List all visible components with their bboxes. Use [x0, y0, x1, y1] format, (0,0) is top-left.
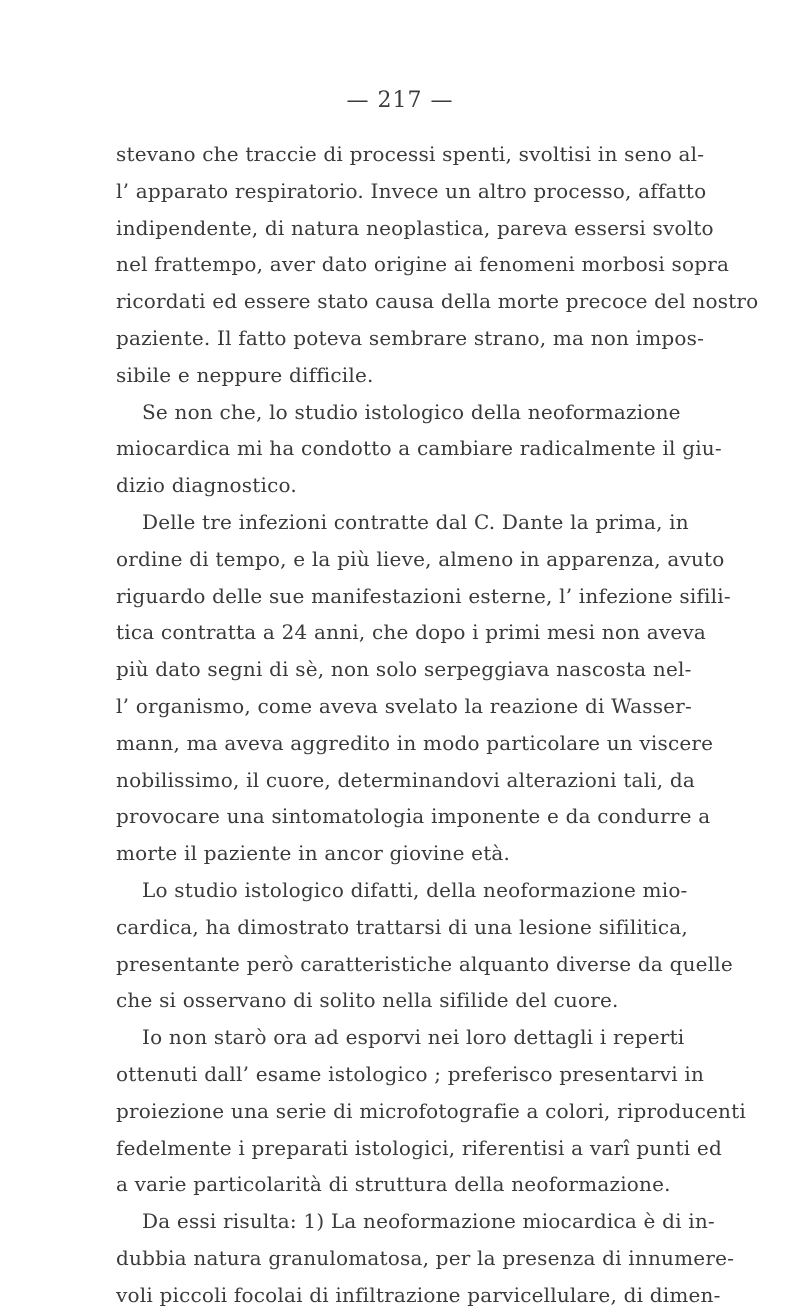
text-line: fedelmente i preparati istologici, riferentisi a varî punti ed	[116, 1135, 722, 1160]
text-line: Lo studio istologico difatti, della neoformazione mio-	[142, 877, 688, 902]
text-line: tica contratta a 24 anni, che dopo i primi mesi non aveva	[116, 620, 707, 645]
text-line: a varie particolarità di struttura della neoformazione.	[116, 1172, 671, 1197]
text-line: nel frattempo, aver dato origine ai fenomeni morbosi sopra	[116, 252, 730, 277]
text-line: Delle tre infezioni contratte dal C. Dante la prima, in	[142, 509, 689, 534]
text-line: sibile e neppure difficile.	[116, 362, 374, 387]
text-line: più dato segni di sè, non solo serpeggiava nascosta nel-	[116, 657, 692, 682]
text-line: Se non che, lo studio istologico della neoformazione	[142, 399, 681, 424]
text-line: Io non starò ora ad esporvi nei loro dettagli i reperti	[142, 1025, 685, 1050]
text-line: stevano che traccie di processi spenti, svoltisi in seno al-	[116, 142, 705, 166]
page-number: — 217 —	[346, 88, 454, 113]
text-line: paziente. Il fatto poteva sembrare strano, ma non impos-	[116, 325, 705, 350]
text-line: l’ apparato respiratorio. Invece un altro processo, affatto	[116, 178, 707, 203]
text-line: provocare una sintomatologia imponente e da condurre a	[116, 804, 711, 829]
text-line: cardica, ha dimostrato trattarsi di una lesione sifilitica,	[116, 914, 688, 939]
text-line: presentante però caratteristiche alquanto diverse da quelle	[116, 951, 733, 976]
text-line: dizio diagnostico.	[116, 473, 297, 498]
text-line: ricordati ed essere stato causa della morte precoce del nostro	[116, 289, 759, 314]
text-line: riguardo delle sue manifestazioni esterne, l’ infezione sifili-	[116, 583, 731, 608]
text-line: miocardica mi ha condotto a cambiare radicalmente il giu-	[116, 436, 722, 461]
text-line: che si osservano di solito nella sifilide del cuore.	[116, 988, 619, 1013]
text-line: nobilissimo, il cuore, determinandovi alterazioni tali, da	[116, 767, 696, 792]
text-line: voli piccoli focolai di infiltrazione parvicellulare, di dimen-	[116, 1282, 721, 1307]
text-line: morte il paziente in ancor giovine età.	[116, 841, 511, 866]
text-line: dubbia natura granulomatosa, per la presenza di innumere-	[116, 1245, 735, 1270]
text-line: ottenuti dall’ esame istologico ; preferisco presentarvi in	[116, 1061, 705, 1086]
text-line: ordine di tempo, e la più lieve, almeno in apparenza, avuto	[116, 546, 725, 571]
text-line: Da essi risulta: 1) La neoformazione miocardica è di in-	[142, 1209, 715, 1234]
body-text	[116, 136, 759, 1314]
text-line: l’ organismo, come aveva svelato la reazione di Wasser-	[116, 693, 692, 718]
text-line: mann, ma aveva aggredito in modo particolare un viscere	[116, 730, 714, 755]
text-line: indipendente, di natura neoplastica, pareva essersi svolto	[116, 215, 714, 240]
text-line: proiezione una serie di microfotografie a colori, riproducenti	[116, 1098, 746, 1123]
